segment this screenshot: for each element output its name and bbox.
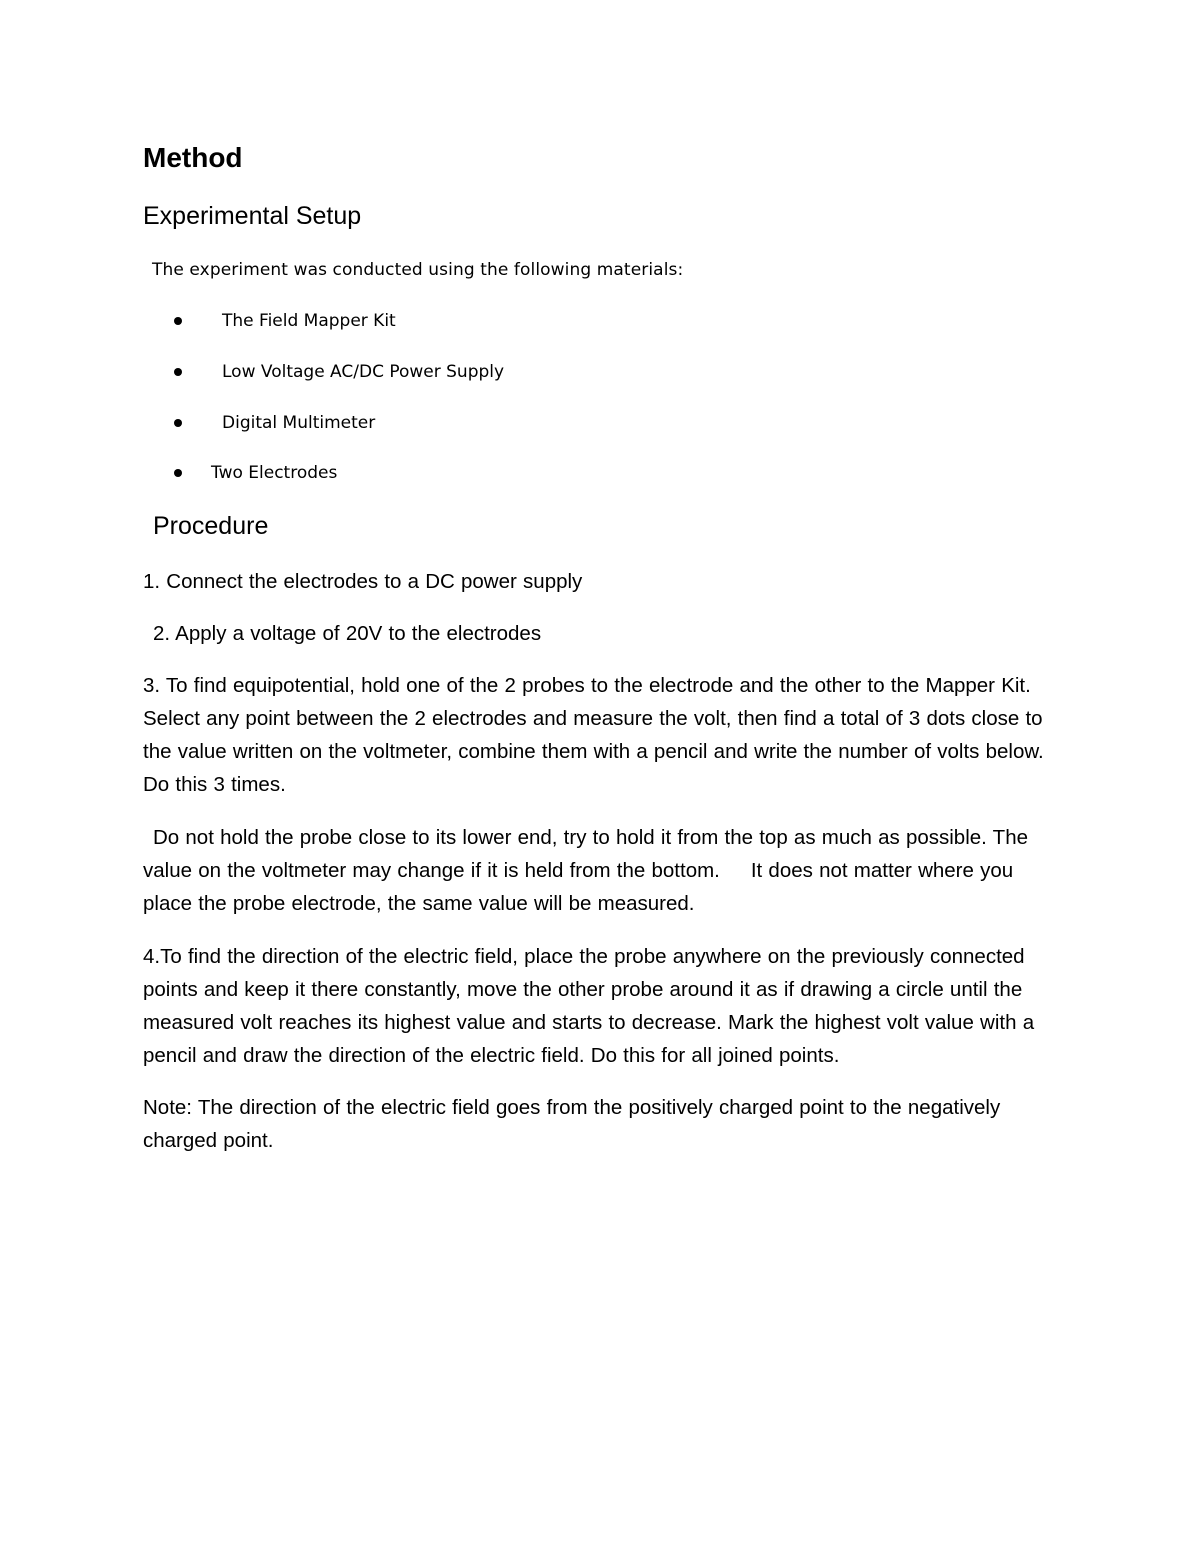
procedure-step-1: 1. Connect the electrodes to a DC power supply <box>143 570 583 593</box>
procedure-step-4: 4.To find the direction of the electric field, place the probe anywhere on the previously connected points and keep it there constantly, move the other probe around it as if drawing a circle until the measured volt reaches its highest value and starts to decrease. Mark the highest volt value with a pencil and draw the direction of the electric field. Do this for all joined points. <box>143 945 1035 1067</box>
page-title: Method <box>143 142 243 173</box>
procedure-step-2: 2. Apply a voltage of 20V to the electrodes <box>153 622 542 645</box>
procedure-step-3-tip: Do not hold the probe close to its lower end, try to hold it from the top as much as possible. The value on the voltmeter may change if it is held from the bottom. It does not matter where you place the probe electrode, the same value will be measured. <box>143 826 1035 915</box>
list-item-label: Digital Multimeter <box>222 413 376 433</box>
procedure-step-3: 3. To find equipotential, hold one of the 2 probes to the electrode and the other to the Mapper Kit. Select any point between the 2 electrodes and measure the volt, then find a total of 3 dots close to the value written on the voltmeter, combine them with a pencil and write the number of volts below. Do this 3 times. <box>143 674 1044 796</box>
bullet-icon <box>174 368 182 376</box>
bullet-icon <box>174 317 182 325</box>
setup-heading: Experimental Setup <box>143 202 362 230</box>
list-item-label: Low Voltage AC/DC Power Supply <box>222 362 505 382</box>
procedure-heading: Procedure <box>153 512 269 540</box>
bullet-icon <box>174 419 182 427</box>
intro-text: The experiment was conducted using the following materials: <box>152 260 684 280</box>
procedure-note: Note: The direction of the electric field goes from the positively charged point to the negatively charged point. <box>143 1096 1001 1152</box>
list-item-label: The Field Mapper Kit <box>222 311 396 331</box>
list-item-label: Two Electrodes <box>211 463 338 483</box>
bullet-icon <box>174 469 182 477</box>
